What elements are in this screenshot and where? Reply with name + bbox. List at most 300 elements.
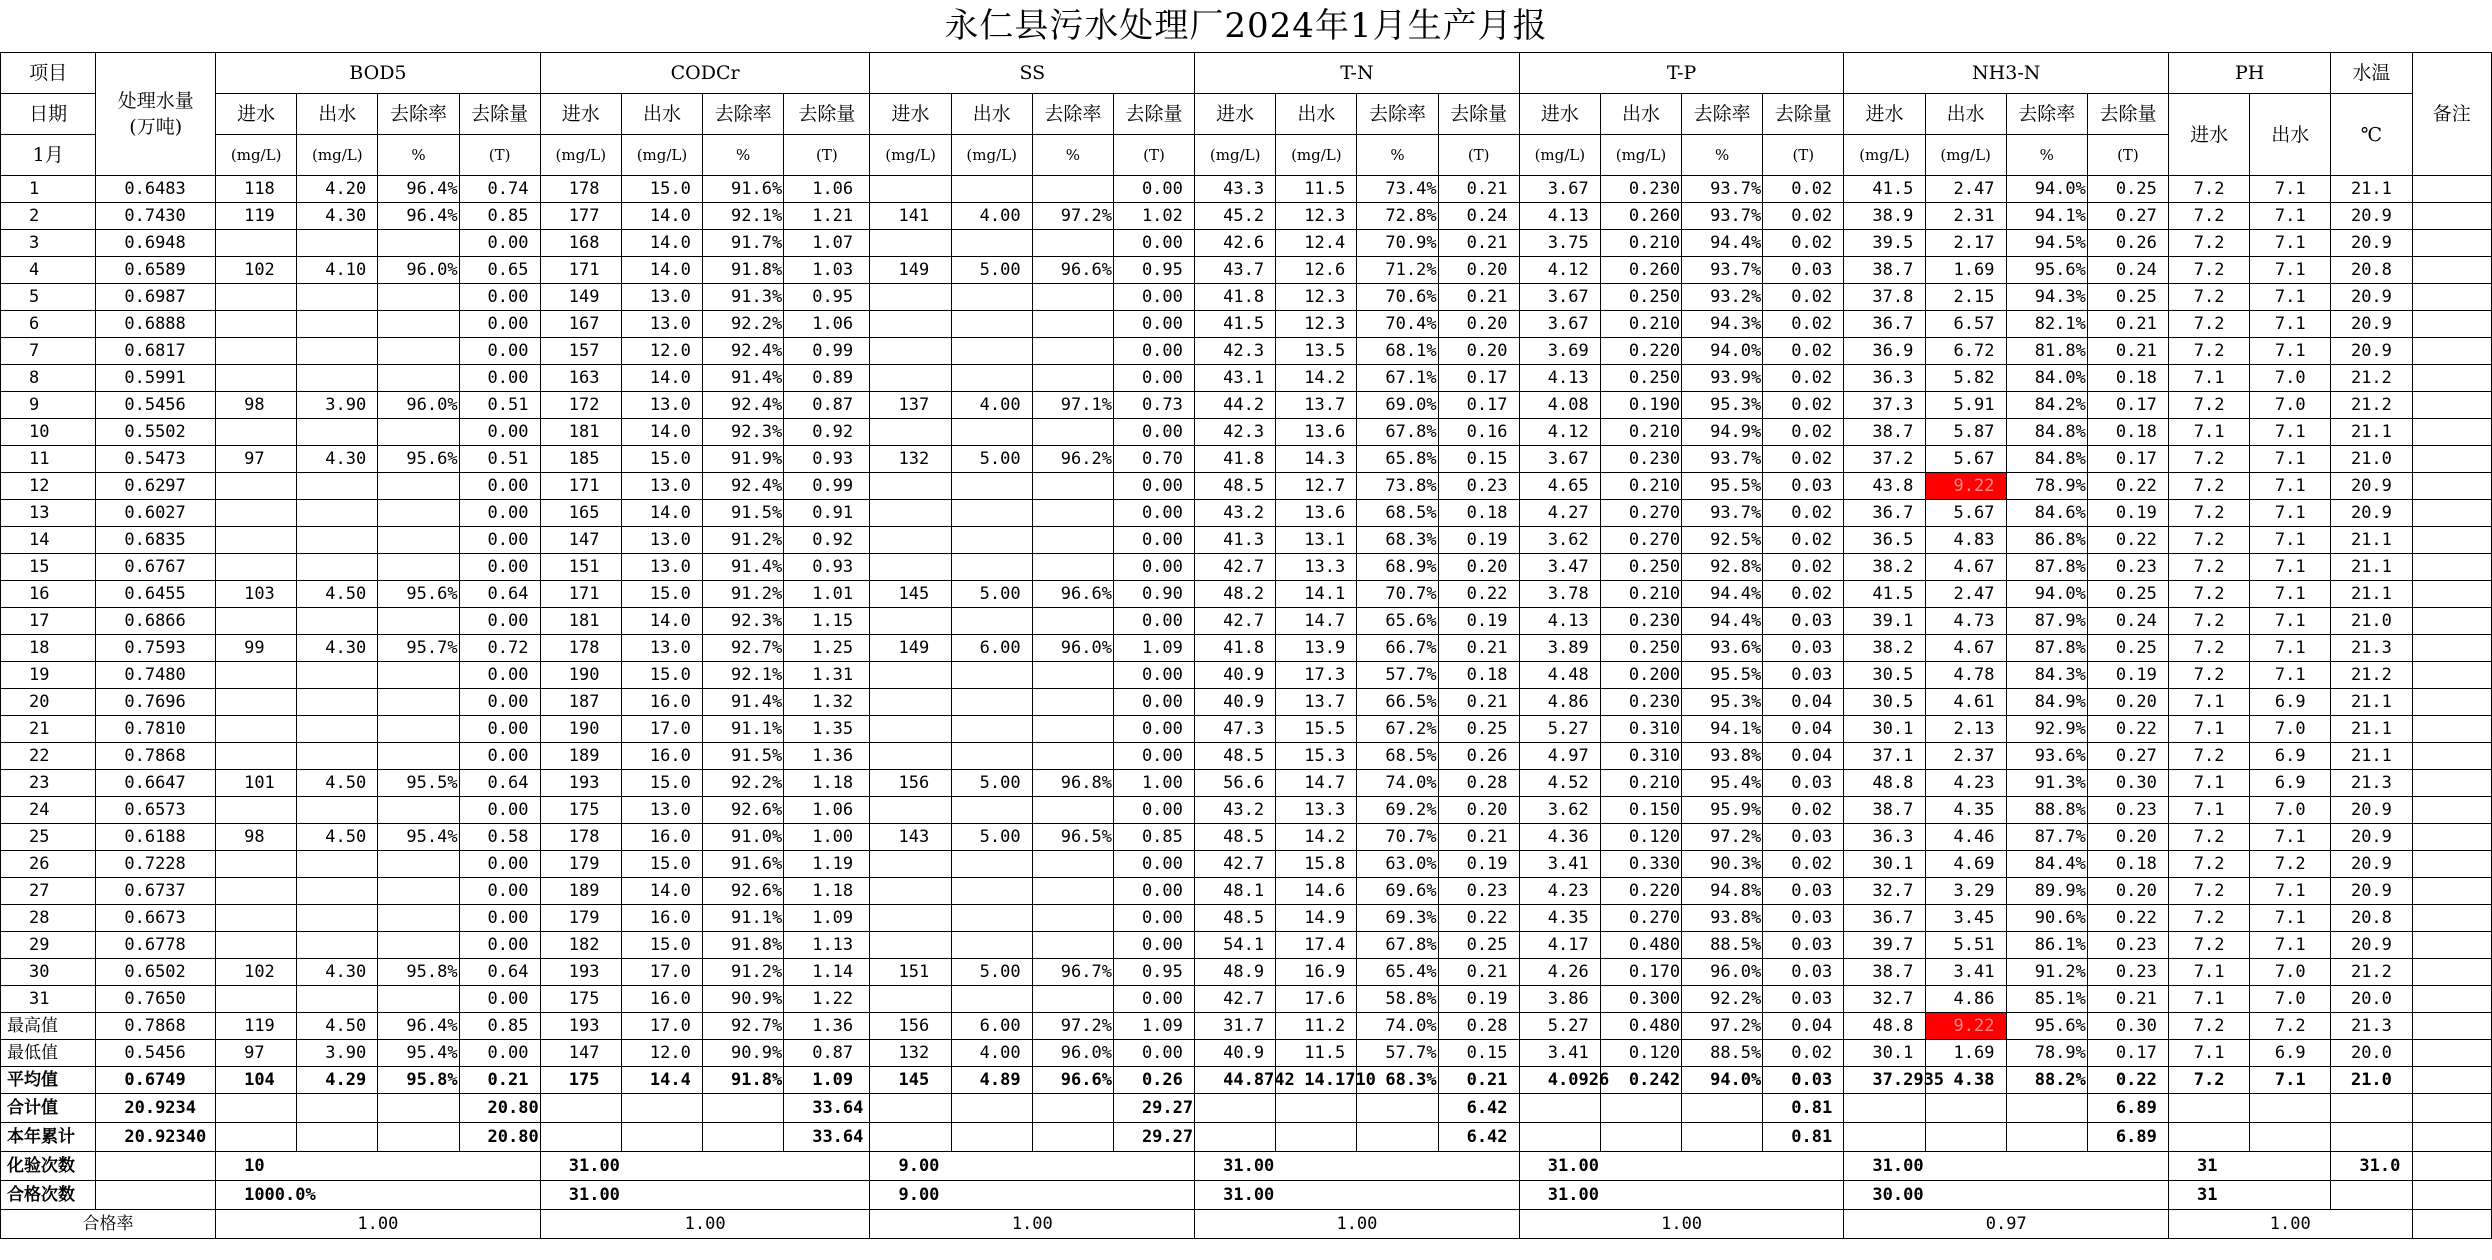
empty-cell [1276, 1123, 1357, 1152]
table-cell [870, 905, 951, 932]
table-cell: 94.4% [1682, 581, 1763, 608]
summary-row-pass [1, 1181, 2492, 1210]
table-cell [951, 608, 1032, 635]
summary-count-ss: 9.00 [870, 1181, 1195, 1210]
table-cell: 95.6% [378, 581, 459, 608]
table-cell: 137 [870, 392, 951, 419]
table-cell: 94.3% [1682, 311, 1763, 338]
table-cell: 0.00 [459, 662, 540, 689]
table-cell: 84.8% [2006, 419, 2087, 446]
table-cell: 95.7% [378, 635, 459, 662]
header-subcol: 出水 [1925, 94, 2006, 135]
table-cell: 0.28 [1438, 770, 1519, 797]
table-cell: 0.26 [2087, 230, 2168, 257]
table-cell [216, 797, 297, 824]
table-cell [2412, 500, 2491, 527]
table-cell: 5.51 [1925, 932, 2006, 959]
table-cell [870, 554, 951, 581]
table-cell: 6.00 [951, 635, 1032, 662]
table-cell: 12.4 [1276, 230, 1357, 257]
table-cell: 0.85 [1113, 824, 1194, 851]
table-cell: 0.6483 [96, 176, 216, 203]
table-cell: 42.7 [1195, 554, 1276, 581]
table-cell: 2.13 [1925, 716, 2006, 743]
summary-cell: 14.1710 [1276, 1067, 1357, 1094]
report-table [0, 52, 2492, 1239]
table-cell [216, 689, 297, 716]
day-cell: 1 [1, 176, 96, 203]
table-cell: 0.91 [784, 500, 870, 527]
table-cell: 7.1 [2169, 986, 2250, 1013]
table-cell: 20.9 [2331, 311, 2412, 338]
table-cell: 0.6987 [96, 284, 216, 311]
summary-cell: 3.90 [297, 1040, 378, 1067]
table-cell: 7.1 [2250, 608, 2331, 635]
table-cell: 0.21 [1438, 284, 1519, 311]
table-cell: 190 [540, 716, 621, 743]
table-cell: 0.19 [1438, 851, 1519, 878]
table-cell: 14.7 [1276, 608, 1357, 635]
header-subcol: 出水 [1276, 94, 1357, 135]
table-cell: 5.00 [951, 959, 1032, 986]
table-cell [297, 689, 378, 716]
table-cell: 4.20 [297, 176, 378, 203]
empty-cell [378, 1094, 459, 1123]
table-cell: 7.2 [2169, 824, 2250, 851]
table-cell: 4.00 [951, 203, 1032, 230]
table-cell: 7.2 [2169, 581, 2250, 608]
header-item: 项目 [1, 53, 96, 94]
table-cell: 37.1 [1844, 743, 1925, 770]
header-unit: % [1032, 135, 1113, 176]
table-cell: 0.6502 [96, 959, 216, 986]
table-cell: 38.7 [1844, 959, 1925, 986]
summary-cell: 17.0 [621, 1013, 702, 1040]
table-row [1, 689, 2492, 716]
table-cell: 0.230 [1600, 689, 1681, 716]
table-cell: 7.2 [2169, 473, 2250, 500]
table-cell [216, 608, 297, 635]
summary-cell: 7.2 [2169, 1013, 2250, 1040]
table-cell: 91.9% [703, 446, 784, 473]
table-cell: 0.22 [2087, 473, 2168, 500]
table-cell: 36.7 [1844, 311, 1925, 338]
table-cell: 0.02 [1763, 419, 1844, 446]
table-cell: 7.1 [2250, 419, 2331, 446]
table-cell: 102 [216, 959, 297, 986]
table-cell: 87.9% [2006, 608, 2087, 635]
table-cell: 0.6589 [96, 257, 216, 284]
table-cell: 38.9 [1844, 203, 1925, 230]
table-cell: 48.9 [1195, 959, 1276, 986]
table-cell: 20.9 [2331, 878, 2412, 905]
table-cell: 15.0 [621, 446, 702, 473]
table-cell: 0.87 [784, 392, 870, 419]
table-cell [870, 230, 951, 257]
table-cell: 93.6% [2006, 743, 2087, 770]
header-subcol: 去除率 [1357, 94, 1438, 135]
table-cell: 14.0 [621, 608, 702, 635]
header-ss: SS [870, 53, 1195, 94]
table-cell: 0.250 [1600, 365, 1681, 392]
table-cell: 0.51 [459, 392, 540, 419]
table-cell: 0.270 [1600, 905, 1681, 932]
summary-cell: 5.27 [1519, 1013, 1600, 1040]
table-cell: 0.02 [1763, 554, 1844, 581]
table-cell: 179 [540, 905, 621, 932]
summary-row-max [1, 1013, 2492, 1040]
table-cell [297, 311, 378, 338]
table-cell: 0.03 [1763, 959, 1844, 986]
table-cell: 14.0 [621, 230, 702, 257]
day-cell: 6 [1, 311, 96, 338]
table-cell: 93.7% [1682, 203, 1763, 230]
table-cell: 7.1 [2250, 230, 2331, 257]
table-cell [2412, 743, 2491, 770]
table-cell: 73.4% [1357, 176, 1438, 203]
summary-cell: 145 [870, 1067, 951, 1094]
table-cell [1032, 905, 1113, 932]
table-cell: 0.02 [1763, 851, 1844, 878]
table-cell: 37.3 [1844, 392, 1925, 419]
table-cell [216, 338, 297, 365]
empty-cell [1195, 1094, 1276, 1123]
summary-row-tests [1, 1152, 2492, 1181]
table-cell [1032, 311, 1113, 338]
table-cell: 12.6 [1276, 257, 1357, 284]
summary-row-total [1, 1094, 2492, 1123]
summary-removal-tn: 6.42 [1438, 1123, 1519, 1152]
table-cell [378, 230, 459, 257]
table-cell: 0.6835 [96, 527, 216, 554]
table-cell: 5.67 [1925, 446, 2006, 473]
summary-label: 合格率 [1, 1210, 216, 1239]
table-cell: 43.2 [1195, 797, 1276, 824]
table-cell: 96.0% [1682, 959, 1763, 986]
table-cell: 92.4% [703, 338, 784, 365]
table-cell: 0.5473 [96, 446, 216, 473]
header-unit: (T) [459, 135, 540, 176]
table-cell: 189 [540, 743, 621, 770]
table-cell [216, 851, 297, 878]
table-cell: 0.02 [1763, 797, 1844, 824]
table-cell: 16.9 [1276, 959, 1357, 986]
summary-cell: 78.9% [2006, 1040, 2087, 1067]
table-cell: 92.3% [703, 419, 784, 446]
table-cell: 42.6 [1195, 230, 1276, 257]
table-cell: 3.67 [1519, 446, 1600, 473]
summary-label: 平均值 [1, 1067, 96, 1094]
table-cell: 0.24 [2087, 608, 2168, 635]
summary-cell: 104 [216, 1067, 297, 1094]
table-cell: 20.9 [2331, 203, 2412, 230]
table-cell: 0.20 [2087, 824, 2168, 851]
table-cell: 4.73 [1925, 608, 2006, 635]
table-cell: 0.00 [1113, 932, 1194, 959]
table-cell: 41.8 [1195, 446, 1276, 473]
table-cell: 1.06 [784, 176, 870, 203]
table-cell: 0.00 [459, 905, 540, 932]
table-cell [216, 932, 297, 959]
table-cell: 4.30 [297, 959, 378, 986]
table-cell: 0.03 [1763, 932, 1844, 959]
empty-cell [1682, 1123, 1763, 1152]
summary-cell: 20.0 [2331, 1040, 2412, 1067]
table-cell: 7.2 [2169, 338, 2250, 365]
table-cell: 0.21 [1438, 176, 1519, 203]
table-cell: 92.6% [703, 797, 784, 824]
table-cell: 94.0% [1682, 338, 1763, 365]
table-cell [951, 689, 1032, 716]
table-cell [2412, 662, 2491, 689]
table-cell: 0.03 [1763, 662, 1844, 689]
table-cell: 149 [870, 257, 951, 284]
table-cell: 175 [540, 986, 621, 1013]
table-cell: 13.0 [621, 284, 702, 311]
table-cell: 9.22 [1925, 473, 2006, 500]
table-cell: 94.0% [2006, 176, 2087, 203]
summary-cell: 0.00 [459, 1040, 540, 1067]
summary-removal-nh3: 6.89 [2087, 1094, 2168, 1123]
table-cell [378, 608, 459, 635]
table-cell: 0.5456 [96, 392, 216, 419]
day-cell: 12 [1, 473, 96, 500]
table-cell: 0.210 [1600, 581, 1681, 608]
table-cell: 0.00 [1113, 554, 1194, 581]
table-cell: 98 [216, 392, 297, 419]
table-cell: 7.1 [2250, 878, 2331, 905]
table-cell: 177 [540, 203, 621, 230]
table-cell [297, 878, 378, 905]
table-cell [951, 851, 1032, 878]
table-cell: 3.29 [1925, 878, 2006, 905]
table-cell: 92.4% [703, 473, 784, 500]
table-cell: 0.330 [1600, 851, 1681, 878]
table-cell: 38.7 [1844, 257, 1925, 284]
table-cell: 0.21 [1438, 824, 1519, 851]
table-cell: 0.95 [1113, 959, 1194, 986]
table-cell: 0.20 [2087, 878, 2168, 905]
table-cell [297, 338, 378, 365]
table-cell: 1.22 [784, 986, 870, 1013]
summary-cell: 30.1 [1844, 1040, 1925, 1067]
header-flow-unit: (万吨) [129, 116, 183, 138]
table-cell: 0.00 [1113, 797, 1194, 824]
table-row [1, 770, 2492, 797]
table-cell: 68.3% [1357, 527, 1438, 554]
table-cell: 0.21 [2087, 338, 2168, 365]
table-cell: 4.12 [1519, 419, 1600, 446]
header-unit: (T) [1438, 135, 1519, 176]
table-cell [951, 554, 1032, 581]
summary-rate-ss: 1.00 [870, 1210, 1195, 1239]
table-cell [2412, 284, 2491, 311]
table-cell [378, 689, 459, 716]
table-row [1, 662, 2492, 689]
table-cell: 43.7 [1195, 257, 1276, 284]
table-cell: 13.0 [621, 527, 702, 554]
table-cell: 20.9 [2331, 932, 2412, 959]
summary-cell: 132 [870, 1040, 951, 1067]
table-cell: 7.1 [2250, 662, 2331, 689]
table-cell [297, 905, 378, 932]
table-cell: 0.22 [1438, 905, 1519, 932]
table-cell: 1.35 [784, 716, 870, 743]
day-cell: 24 [1, 797, 96, 824]
table-cell: 0.260 [1600, 257, 1681, 284]
summary-cell: 21.0 [2331, 1067, 2412, 1094]
table-cell: 85.1% [2006, 986, 2087, 1013]
table-cell: 97.1% [1032, 392, 1113, 419]
table-cell: 0.70 [1113, 446, 1194, 473]
table-cell: 0.23 [2087, 554, 2168, 581]
table-cell [951, 419, 1032, 446]
summary-count-bod: 10 [216, 1152, 541, 1181]
table-cell: 11.5 [1276, 176, 1357, 203]
header-unit: (mg/L) [1195, 135, 1276, 176]
table-cell [951, 284, 1032, 311]
table-cell [2412, 527, 2491, 554]
table-cell: 91.1% [703, 905, 784, 932]
table-cell: 4.67 [1925, 635, 2006, 662]
table-row [1, 743, 2492, 770]
table-cell: 0.210 [1600, 419, 1681, 446]
table-cell: 5.27 [1519, 716, 1600, 743]
table-cell [951, 905, 1032, 932]
table-cell: 38.7 [1844, 797, 1925, 824]
table-cell: 40.9 [1195, 662, 1276, 689]
summary-cell: 0.15 [1438, 1040, 1519, 1067]
table-cell: 0.30 [2087, 770, 2168, 797]
summary-cell: 44.8742 [1195, 1067, 1276, 1094]
table-cell: 0.6888 [96, 311, 216, 338]
table-cell: 0.00 [1113, 284, 1194, 311]
table-cell: 181 [540, 419, 621, 446]
table-cell [1032, 284, 1113, 311]
table-cell: 171 [540, 581, 621, 608]
empty-cell [2331, 1094, 2412, 1123]
table-cell: 6.57 [1925, 311, 2006, 338]
table-cell: 0.27 [2087, 743, 2168, 770]
summary-cell: 0.5456 [96, 1040, 216, 1067]
table-cell: 0.58 [459, 824, 540, 851]
table-cell: 41.5 [1844, 176, 1925, 203]
table-cell: 4.83 [1925, 527, 2006, 554]
table-cell: 1.25 [784, 635, 870, 662]
empty-cell [2412, 1152, 2491, 1181]
table-cell [870, 176, 951, 203]
header-subcol: 去除率 [1682, 94, 1763, 135]
empty-cell [1032, 1094, 1113, 1123]
empty-cell [703, 1094, 784, 1123]
table-cell: 21.2 [2331, 365, 2412, 392]
table-cell [297, 662, 378, 689]
table-cell: 69.0% [1357, 392, 1438, 419]
table-cell: 14.0 [621, 203, 702, 230]
table-cell: 21.1 [2331, 743, 2412, 770]
header-unit: (mg/L) [1276, 135, 1357, 176]
table-cell: 96.4% [378, 203, 459, 230]
summary-count-cod: 31.00 [540, 1152, 870, 1181]
empty-cell [1844, 1094, 1925, 1123]
table-cell: 1.06 [784, 797, 870, 824]
table-cell: 92.4% [703, 392, 784, 419]
summary-cell: 0.30 [2087, 1013, 2168, 1040]
table-cell: 0.20 [1438, 338, 1519, 365]
table-cell: 91.2% [703, 959, 784, 986]
table-row [1, 554, 2492, 581]
table-cell: 94.8% [1682, 878, 1763, 905]
table-cell: 78.9% [2006, 473, 2087, 500]
table-cell: 0.20 [1438, 554, 1519, 581]
table-cell: 0.6647 [96, 770, 216, 797]
table-cell: 36.3 [1844, 365, 1925, 392]
table-cell [297, 527, 378, 554]
table-cell: 96.6% [1032, 581, 1113, 608]
table-cell [216, 500, 297, 527]
table-cell: 14.6 [1276, 878, 1357, 905]
table-cell [2412, 878, 2491, 905]
table-cell: 30.1 [1844, 716, 1925, 743]
table-cell: 0.7228 [96, 851, 216, 878]
table-cell: 95.6% [378, 446, 459, 473]
table-cell [870, 932, 951, 959]
table-cell: 94.1% [2006, 203, 2087, 230]
table-cell: 91.1% [703, 716, 784, 743]
summary-removal-tp: 0.81 [1763, 1094, 1844, 1123]
table-cell: 0.16 [1438, 419, 1519, 446]
table-cell: 7.1 [2250, 284, 2331, 311]
table-cell: 0.25 [2087, 581, 2168, 608]
table-cell: 0.220 [1600, 878, 1681, 905]
empty-cell [540, 1094, 621, 1123]
table-row [1, 851, 2492, 878]
table-cell [378, 527, 459, 554]
day-cell: 8 [1, 365, 96, 392]
table-cell: 14.1 [1276, 581, 1357, 608]
table-cell: 4.00 [951, 392, 1032, 419]
table-cell [870, 743, 951, 770]
summary-cell: 88.5% [1682, 1040, 1763, 1067]
table-cell: 0.7650 [96, 986, 216, 1013]
table-cell: 58.8% [1357, 986, 1438, 1013]
table-cell: 92.3% [703, 608, 784, 635]
table-cell: 7.0 [2250, 716, 2331, 743]
day-cell: 27 [1, 878, 96, 905]
table-cell: 96.6% [1032, 257, 1113, 284]
table-cell: 40.9 [1195, 689, 1276, 716]
table-cell: 1.21 [784, 203, 870, 230]
table-cell [1032, 230, 1113, 257]
table-cell [297, 797, 378, 824]
table-cell: 178 [540, 824, 621, 851]
table-cell: 20.9 [2331, 473, 2412, 500]
summary-count-bod: 1000.0% [216, 1181, 541, 1210]
table-row [1, 473, 2492, 500]
table-cell: 0.18 [1438, 500, 1519, 527]
table-cell: 42.3 [1195, 419, 1276, 446]
table-cell: 0.6297 [96, 473, 216, 500]
table-cell [2412, 959, 2491, 986]
table-cell: 87.8% [2006, 635, 2087, 662]
table-cell: 0.6027 [96, 500, 216, 527]
empty-cell [96, 1152, 216, 1181]
table-cell [378, 554, 459, 581]
table-cell [297, 716, 378, 743]
table-cell: 0.250 [1600, 554, 1681, 581]
table-cell: 0.27 [2087, 203, 2168, 230]
table-cell: 7.2 [2169, 257, 2250, 284]
